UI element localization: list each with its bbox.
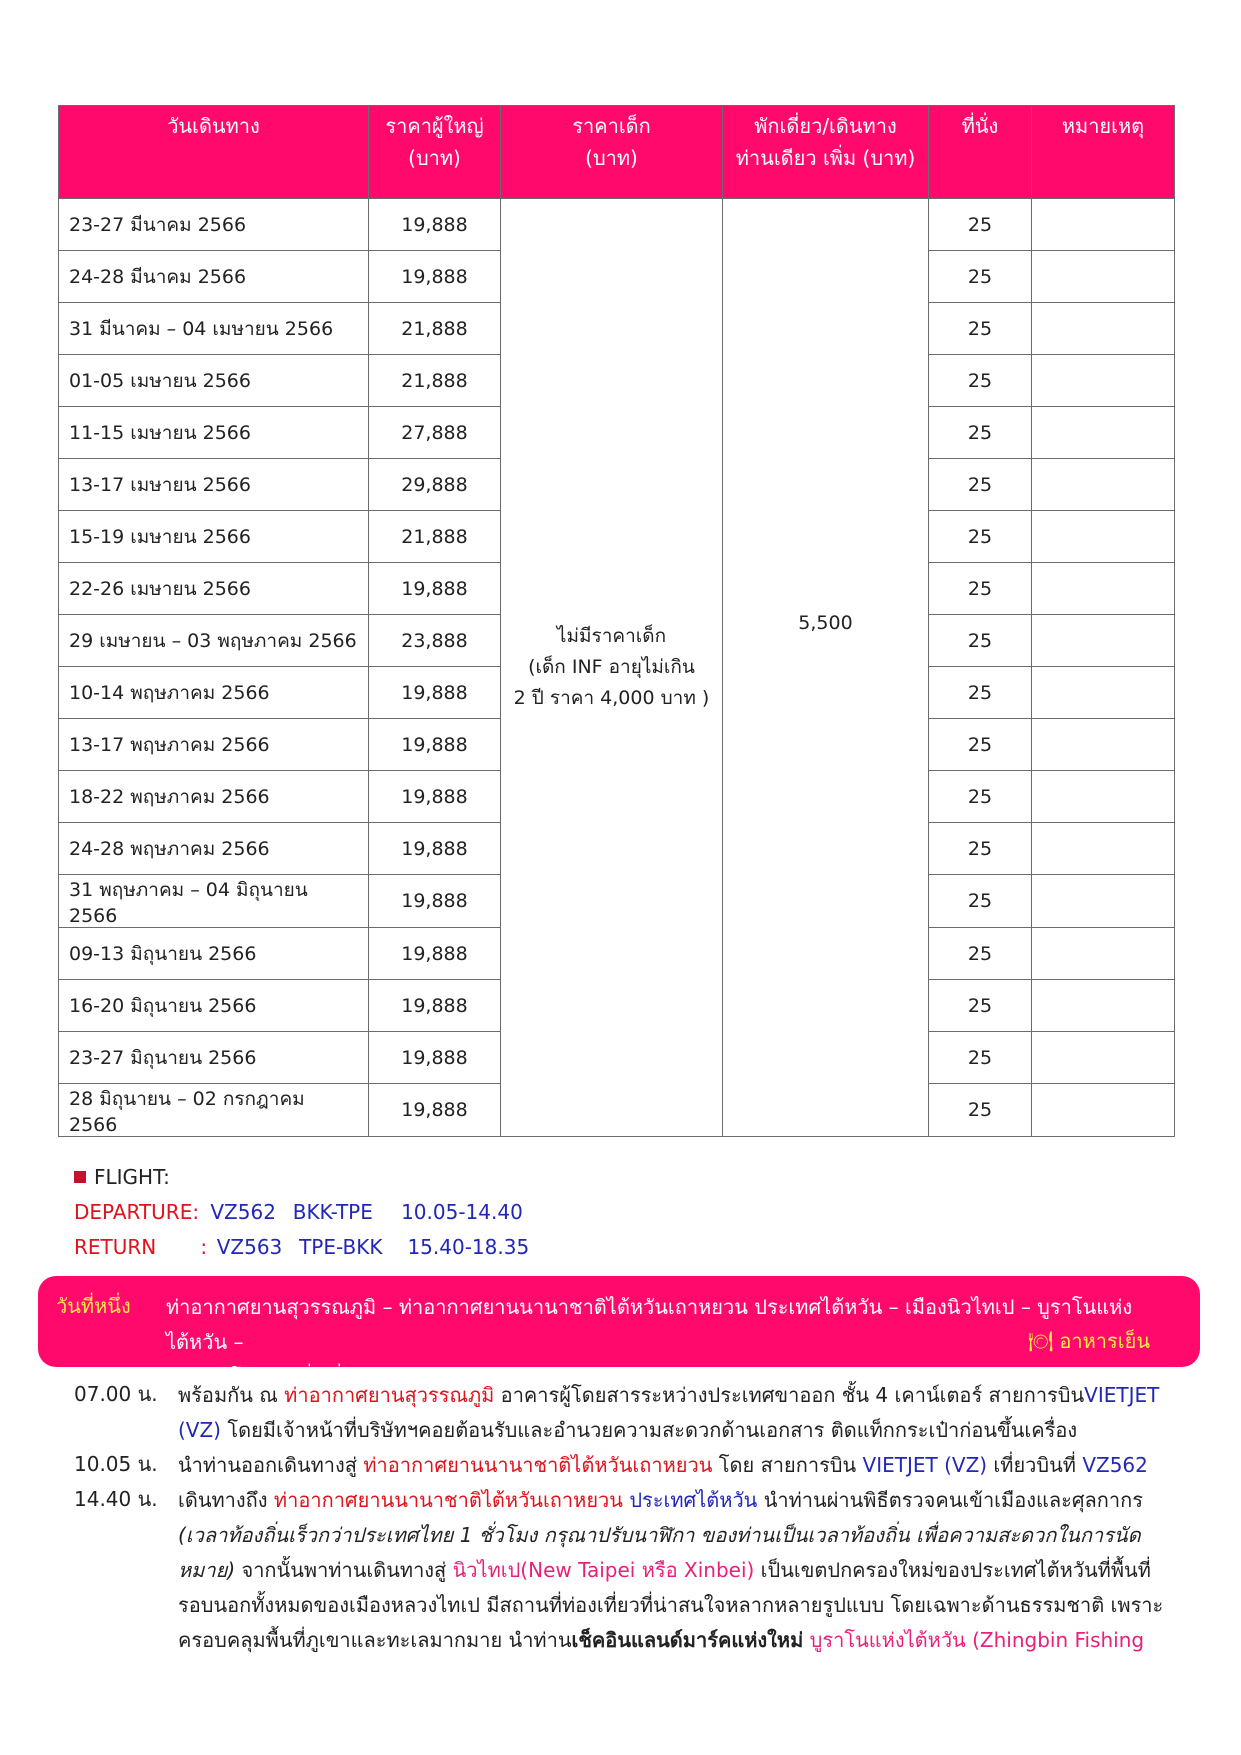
adult-price-cell: 19,888 xyxy=(369,1084,501,1137)
note-cell xyxy=(1032,199,1175,251)
column-header xyxy=(369,106,501,199)
seats-cell: 25 xyxy=(929,875,1032,928)
note-cell xyxy=(1032,1032,1175,1084)
date-cell: 18-22 พฤษภาคม 2566 xyxy=(59,771,369,823)
date-cell: 13-17 เมษายน 2566 xyxy=(59,459,369,511)
departure-label: DEPARTURE: xyxy=(74,1200,200,1224)
column-header-line1: วันเดินทาง xyxy=(167,114,260,138)
column-header-line1: ราคาเด็ก xyxy=(572,114,651,138)
column-header xyxy=(929,106,1032,199)
note-cell xyxy=(1032,667,1175,719)
seats-cell: 25 xyxy=(929,771,1032,823)
departure-flight-code: VZ562 xyxy=(210,1200,276,1224)
return-time: 15.40-18.35 xyxy=(407,1235,530,1259)
itinerary-text: VIETJET (VZ) xyxy=(178,1383,1160,1442)
itinerary-text: (เวลาท้องถิ่นเร็วกว่าประเทศไทย 1 ชั่วโมง กรุณาปรับนาฬิกา ของท่านเป็นเวลาท้องถิ่น เพื่อความสะดวกในการนัดหมาย) xyxy=(178,1523,1141,1582)
adult-price-cell: 19,888 xyxy=(369,667,501,719)
departure-time: 10.05-14.40 xyxy=(401,1200,523,1224)
note-cell xyxy=(1032,407,1175,459)
column-header-line1: ราคาผู้ใหญ่ xyxy=(385,114,484,138)
adult-price-cell: 19,888 xyxy=(369,823,501,875)
itinerary-time: 10.05 น. xyxy=(74,1452,158,1476)
date-cell: 09-13 มิถุนายน 2566 xyxy=(59,928,369,980)
itinerary-description xyxy=(178,1378,1170,1448)
itinerary xyxy=(74,1378,1170,1658)
date-cell: 11-15 เมษายน 2566 xyxy=(59,407,369,459)
note-cell xyxy=(1032,511,1175,563)
itinerary-description xyxy=(178,1448,1170,1483)
itinerary-text: VIETJET (VZ) xyxy=(862,1453,988,1477)
date-cell: 22-26 เมษายน 2566 xyxy=(59,563,369,615)
itinerary-text: อาคารผู้โดยสารระหว่างประเทศขาออก ชั้น 4 เคาน์เตอร์ สายการบิน xyxy=(494,1383,1085,1407)
column-header xyxy=(723,106,929,199)
itinerary-text: นำท่านออกเดินทางสู่ xyxy=(178,1453,364,1477)
day1-title-line2: หมู่บ้านโบราณ จิ่วเฟิ่น xyxy=(166,1365,358,1389)
adult-price-cell: 21,888 xyxy=(369,511,501,563)
column-header-line2: (บาท) xyxy=(408,146,461,170)
itinerary-text: ประเทศไต้หวัน xyxy=(629,1488,758,1512)
itinerary-text: ท่าอากาศยานนานาชาติไต้หวันเถาหยวน xyxy=(273,1488,623,1512)
seats-cell: 25 xyxy=(929,251,1032,303)
single-supplement-cell: 5,500 xyxy=(723,199,929,1137)
column-header-line1: หมายเหตุ xyxy=(1061,114,1145,138)
return-label: RETURN xyxy=(74,1235,157,1259)
return-separator: : xyxy=(200,1235,208,1259)
column-header xyxy=(1032,106,1175,199)
adult-price-cell: 23,888 xyxy=(369,615,501,667)
adult-price-cell: 21,888 xyxy=(369,355,501,407)
itinerary-text: จากนั้นพาท่านเดินทางสู่ xyxy=(235,1558,453,1582)
adult-price-cell: 19,888 xyxy=(369,563,501,615)
itinerary-time: 14.40 น. xyxy=(74,1487,158,1511)
seats-cell: 25 xyxy=(929,407,1032,459)
adult-price-cell: 29,888 xyxy=(369,459,501,511)
itinerary-entry xyxy=(74,1483,1170,1658)
column-header xyxy=(501,106,723,199)
itinerary-text: เดินทางถึง xyxy=(178,1488,274,1512)
adult-price-cell: 27,888 xyxy=(369,407,501,459)
itinerary-text: นำท่านผ่านพิธีตรวจคนเข้าเมืองและศุลกากร xyxy=(757,1488,1143,1512)
seats-cell: 25 xyxy=(929,1084,1032,1137)
date-cell: 28 มิถุนายน – 02 กรกฎาคม 2566 xyxy=(59,1084,369,1137)
note-cell xyxy=(1032,928,1175,980)
seats-cell: 25 xyxy=(929,199,1032,251)
day1-meal-label: อาหารเย็น xyxy=(1059,1329,1150,1353)
table-header-row xyxy=(59,106,1175,199)
day1-meal xyxy=(1028,1325,1150,1357)
child-price-cell xyxy=(501,199,723,1137)
departure-route: BKK-TPE xyxy=(292,1200,373,1224)
seats-cell: 25 xyxy=(929,719,1032,771)
adult-price-cell: 19,888 xyxy=(369,928,501,980)
itinerary-text: นิวไทเป(New Taipei หรือ Xinbei) xyxy=(452,1558,755,1582)
seats-cell: 25 xyxy=(929,303,1032,355)
child-price-line3: 2 ปี ราคา 4,000 บาท ) xyxy=(513,687,710,709)
date-cell: 10-14 พฤษภาคม 2566 xyxy=(59,667,369,719)
seats-cell: 25 xyxy=(929,615,1032,667)
adult-price-cell: 19,888 xyxy=(369,771,501,823)
flight-return-row xyxy=(74,1230,529,1265)
table-body xyxy=(59,199,1175,1137)
seats-cell: 25 xyxy=(929,980,1032,1032)
dinner-plate-icon: 🍽 xyxy=(1027,1329,1054,1353)
seats-cell: 25 xyxy=(929,511,1032,563)
flight-departure-row xyxy=(74,1195,529,1230)
date-cell: 15-19 เมษายน 2566 xyxy=(59,511,369,563)
date-cell: 23-27 มีนาคม 2566 xyxy=(59,199,369,251)
itinerary-text: โดย สายการบิน xyxy=(712,1453,863,1477)
flight-info xyxy=(74,1160,529,1265)
return-flight-code: VZ563 xyxy=(216,1235,283,1259)
date-cell: 16-20 มิถุนายน 2566 xyxy=(59,980,369,1032)
date-cell: 23-27 มิถุนายน 2566 xyxy=(59,1032,369,1084)
note-cell xyxy=(1032,303,1175,355)
note-cell xyxy=(1032,980,1175,1032)
adult-price-cell: 21,888 xyxy=(369,303,501,355)
seats-cell: 25 xyxy=(929,667,1032,719)
note-cell xyxy=(1032,563,1175,615)
column-header xyxy=(59,106,369,199)
itinerary-entry xyxy=(74,1378,1170,1448)
note-cell xyxy=(1032,771,1175,823)
note-cell xyxy=(1032,1084,1175,1137)
day1-label: วันที่หนึ่ง xyxy=(56,1294,131,1318)
adult-price-cell: 19,888 xyxy=(369,875,501,928)
day1-title-line1: ท่าอากาศยานสุวรรณภูมิ – ท่าอากาศยานนานาชาติไต้หวันเถาหยวน ประเทศไต้หวัน – เมืองนิวไทเป – บูราโนแห่งไต้หวัน – xyxy=(166,1295,1133,1354)
adult-price-cell: 19,888 xyxy=(369,199,501,251)
adult-price-cell: 19,888 xyxy=(369,1032,501,1084)
child-price-line2: (เด็ก INF อายุไม่เกิน xyxy=(528,656,695,678)
seats-cell: 25 xyxy=(929,1032,1032,1084)
note-cell xyxy=(1032,459,1175,511)
note-cell xyxy=(1032,823,1175,875)
itinerary-text: บูราโนแห่งไต้หวัน (Zhingbin Fishing xyxy=(809,1628,1145,1652)
note-cell xyxy=(1032,719,1175,771)
date-cell: 01-05 เมษายน 2566 xyxy=(59,355,369,407)
price-table xyxy=(58,105,1175,1137)
adult-price-cell: 19,888 xyxy=(369,251,501,303)
return-route: TPE-BKK xyxy=(299,1235,383,1259)
note-cell xyxy=(1032,251,1175,303)
column-header-line2: (บาท) xyxy=(585,146,638,170)
child-price-line1: ไม่มีราคาเด็ก xyxy=(556,625,667,647)
note-cell xyxy=(1032,875,1175,928)
itinerary-time: 07.00 น. xyxy=(74,1382,158,1406)
itinerary-text: VZ562 xyxy=(1082,1453,1148,1477)
square-bullet-icon xyxy=(74,1171,86,1183)
itinerary-entry xyxy=(74,1448,1170,1483)
seats-cell: 25 xyxy=(929,823,1032,875)
itinerary-text: เที่ยวบินที่ xyxy=(987,1453,1083,1477)
date-cell: 31 มีนาคม – 04 เมษายน 2566 xyxy=(59,303,369,355)
itinerary-text: ท่าอากาศยานสุวรรณภูมิ xyxy=(284,1383,495,1407)
flight-heading-label: FLIGHT: xyxy=(94,1165,170,1189)
seats-cell: 25 xyxy=(929,355,1032,407)
seats-cell: 25 xyxy=(929,563,1032,615)
date-cell: 13-17 พฤษภาคม 2566 xyxy=(59,719,369,771)
note-cell xyxy=(1032,615,1175,667)
column-header-line1: พักเดี่ยว/เดินทาง xyxy=(754,114,897,138)
adult-price-cell: 19,888 xyxy=(369,719,501,771)
date-cell: 31 พฤษภาคม – 04 มิถุนายน 2566 xyxy=(59,875,369,928)
seats-cell: 25 xyxy=(929,928,1032,980)
flight-heading xyxy=(74,1160,529,1195)
column-header-line1: ที่นั่ง xyxy=(961,114,999,138)
itinerary-text: พร้อมกัน ณ xyxy=(178,1383,285,1407)
column-header-line2: ท่านเดียว เพิ่ม (บาท) xyxy=(735,146,916,170)
adult-price-cell: 19,888 xyxy=(369,980,501,1032)
itinerary-description xyxy=(178,1483,1170,1658)
itinerary-text: ท่าอากาศยานนานาชาติไต้หวันเถาหยวน xyxy=(363,1453,713,1477)
itinerary-text: เช็คอินแลนด์มาร์คแห่งใหม่ xyxy=(571,1628,804,1652)
itinerary-text: โดยมีเจ้าหน้าที่บริษัทฯคอยต้อนรับและอำนวยความสะดวกด้านเอกสาร ติดแท็กกระเป๋าก่อนขึ้นเครื่อง xyxy=(221,1418,1078,1442)
date-cell: 29 เมษายน – 03 พฤษภาคม 2566 xyxy=(59,615,369,667)
itinerary-text: เป็นเขตปกครองใหม่ของประเทศไต้หวันที่พื้นที่รอบนอกทั้งหมดของเมืองหลวงไทเป มีสถานที่ท่องเที่ยวที่น่าสนใจหลากหลายรูปแบบ โดยเฉพาะด้านธรรมชาติ เพราะครอบคลุมพื้นที่ภูเขาและทะเลมากมาย นำท่าน xyxy=(178,1558,1164,1652)
date-cell: 24-28 พฤษภาคม 2566 xyxy=(59,823,369,875)
note-cell xyxy=(1032,355,1175,407)
seats-cell: 25 xyxy=(929,459,1032,511)
table-row xyxy=(59,199,1175,251)
day1-banner xyxy=(38,1276,1200,1389)
date-cell: 24-28 มีนาคม 2566 xyxy=(59,251,369,303)
